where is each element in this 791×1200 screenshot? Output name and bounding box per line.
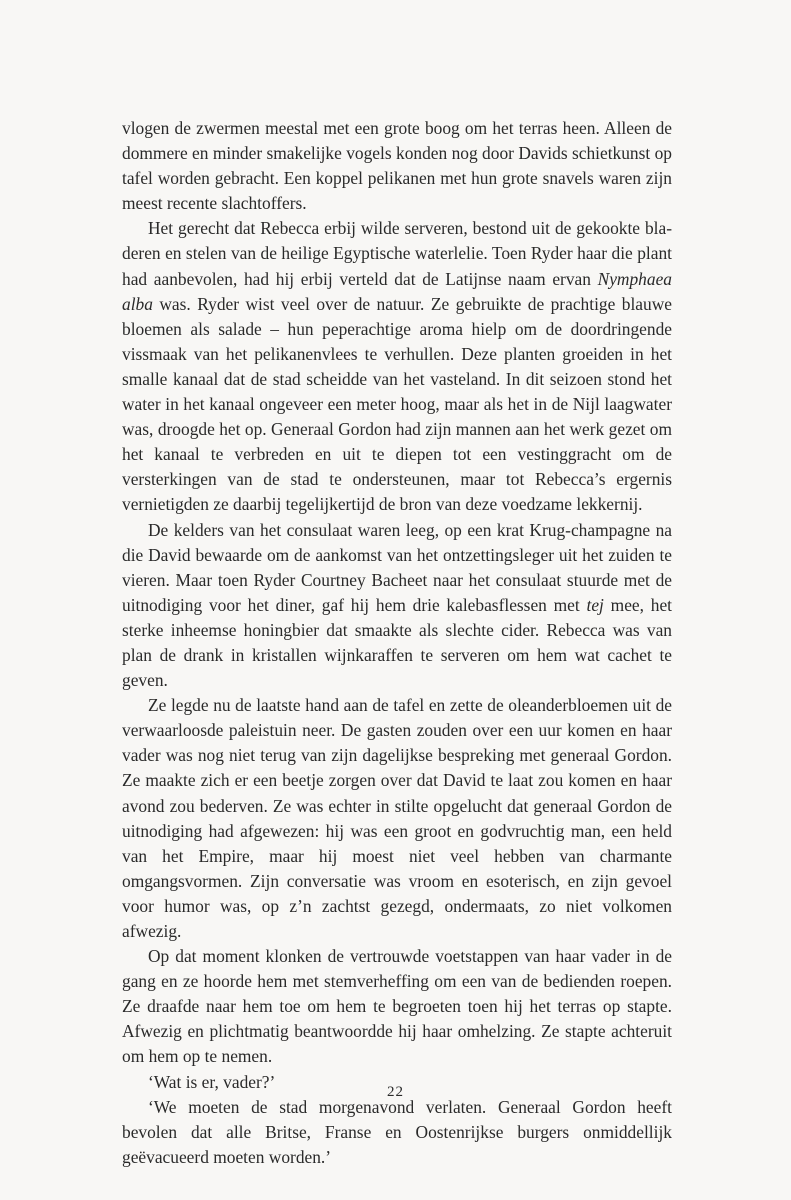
paragraph-2 bbox=[122, 216, 672, 517]
body-text bbox=[122, 116, 672, 1170]
paragraph-3 bbox=[122, 518, 672, 694]
paragraph-3-text-b: mee, het sterke inheemse honingbier dat smaakte als slechte cider. Rebecca was van plan de drank in kristallen wijnkaraffen te serveren om hem wat cachet te geven. bbox=[122, 594, 672, 691]
paragraph-3-italic-word: tej bbox=[586, 594, 604, 615]
paragraph-1-text: vlogen de zwermen meestal met een grote boog om het terras heen. Alleen de dommere en minder smakelijke vogels konden nog door Davids schietkunst op tafel worden gebracht. Een koppel pelikanen met hun grote snavels waren zijn meest recente slachtoffers. bbox=[122, 118, 672, 214]
paragraph-4 bbox=[122, 693, 672, 944]
paragraph-5 bbox=[122, 944, 672, 1069]
paragraph-2-text-a: Het gerecht dat Rebecca erbij wilde serveren, bestond uit de gekookte bladeren en stelen van de heilige Egyptische waterlelie. Toen Ryder haar die plant had aanbevolen, had hij erbij verteld dat de Latijnse naam ervan bbox=[122, 218, 672, 289]
paragraph-2-text-b: was. Ryder wist veel over de natuur. Ze gebruikte de prachtige blauwe bloemen als salade – hun peperachtige aroma hielp om de doordringende vissmaak van het pelikanenvlees te verhullen. Deze planten groeiden in het smalle kanaal dat de stad scheidde van het vasteland. In dit seizoen stond het water in het kanaal ongeveer een meter hoog, maar als het in de Nijl laagwater was, droogde het op. Generaal Gordon had zijn mannen aan het werk gezet om het kanaal te verbreden en uit te diepen tot een vestinggracht om de versterkingen van de stad te ondersteunen, maar tot Rebecca’s ergernis vernietigden ze daarbij tegelijkertijd de bron van deze voedzame lekkernij. bbox=[122, 293, 672, 515]
paragraph-1 bbox=[122, 116, 672, 216]
paragraph-2-latin-name: Nymphaea alba bbox=[122, 268, 672, 314]
page-number: 22 bbox=[387, 1084, 404, 1100]
paragraph-6-text: ‘Wat is er, vader?’ bbox=[148, 1071, 276, 1092]
paragraph-5-text: Op dat moment klonken de vertrouwde voetstappen van haar vader in de gang en ze hoorde hem met stemverheffing om een van de bedienden roepen. Ze draafde naar hem toe om hem te begroeten toen hij het terras op stapte. Afwezig en plichtmatig beantwoordde hij haar omhelzing. Ze stapte achteruit om hem op te nemen. bbox=[122, 946, 672, 1067]
paragraph-4-text: Ze legde nu de laatste hand aan de tafel en zette de oleanderbloemen uit de verwaarloosde paleistuin neer. De gasten zouden over een uur komen en haar vader was nog niet terug van zijn dagelijkse bespreking met generaal Gordon. Ze maakte zich er een beetje zorgen over dat David te laat zou komen en haar avond zou bederven. Ze was echter in stilte opgelucht dat generaal Gordon de uitnodiging had afgewezen: hij was een groot en godvruchtig man, een held van het Empire, maar hij moest niet veel hebben van charmante omgangsvormen. Zijn conversatie was vroom en esoterisch, en zijn gevoel voor humor was, op z’n zachtst gezegd, ondermaats, zo niet volkomen afwezig. bbox=[122, 695, 672, 941]
paragraph-7-text: ‘We moeten de stad morgenavond verlaten. Generaal Gordon heeft bevolen dat alle Britse, Franse en Oostenrijkse burgers onmiddellijk geëvacueerd moeten worden.’ bbox=[122, 1096, 672, 1167]
paragraph-3-text-a: De kelders van het consulaat waren leeg, op een krat Krug-champagne na die David bewaarde om de aankomst van het ontzettingsleger uit het zuiden te vieren. Maar toen Ryder Courtney Bacheet naar het consulaat stuurde met de uitnodiging voor het diner, gaf hij hem drie kalebasflessen met bbox=[122, 519, 672, 615]
paragraph-7 bbox=[122, 1095, 672, 1170]
